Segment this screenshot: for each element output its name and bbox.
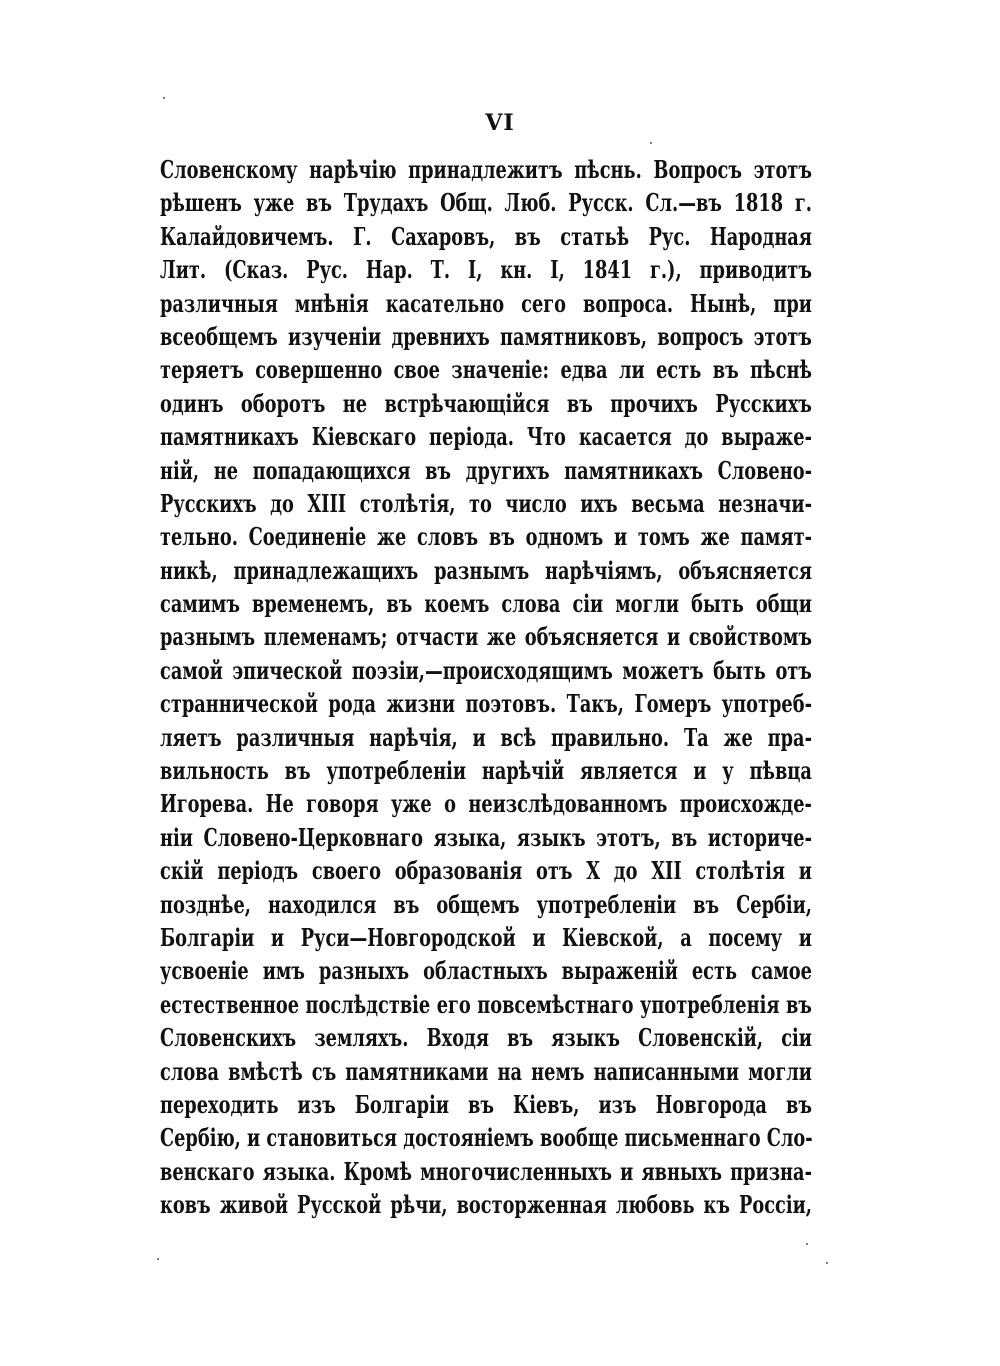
paper-speck [650, 142, 652, 144]
text-line: памятникахъ Кіевскаго періода. Что касается до выраже- [160, 422, 812, 452]
text-line: ляетъ различныя нарѣчія, и всѣ правильно. Та же пра- [160, 722, 812, 752]
text-line: позднѣе, находился въ общемъ употребленіи въ Сербіи, [160, 889, 812, 919]
text-line: ній, не попадающихся въ другихъ памятникахъ Словено- [160, 455, 812, 485]
text-line: Словенскому нарѣчію принадлежитъ пѣснь. Вопросъ этотъ [160, 155, 812, 184]
body-text [160, 153, 812, 1222]
text-line: Калайдовичемъ. Г. Сахаровъ, въ статьѣ Рус. Народная [160, 221, 812, 251]
text-line: теряетъ совершенно свое значеніе: едва ли есть въ пѣснѣ [160, 355, 812, 385]
text-line: Лит. (Сказ. Рус. Нар. Т. I, кн. I, 1841 г.), приводитъ [160, 255, 812, 285]
text-line: переходить изъ Болгаріи въ Кіевъ, изъ Новгорода въ [160, 1089, 812, 1119]
paper-speck [826, 1262, 828, 1264]
text-line: скій періодъ своего образованія отъ X до XII столѣтія и [160, 856, 812, 886]
text-line: Русскихъ до XIII столѣтія, то число ихъ весьма незначи- [160, 488, 812, 518]
text-line: Болгаріи и Руси—Новгородской и Кіевской, а посему и [160, 922, 812, 952]
text-line: вильность въ употребленіи нарѣчій является и у пѣвца [160, 756, 812, 786]
text-line: венскаго языка. Кромѣ многочисленныхъ и явныхъ призна- [160, 1156, 812, 1186]
text-line: страннической рода жизни поэтовъ. Такъ, Гомеръ употреб- [160, 689, 812, 719]
text-line: усвоеніе имъ разныхъ областныхъ выраженій есть самое [160, 956, 812, 986]
paper-speck [806, 1243, 808, 1245]
text-line: одинъ оборотъ не встрѣчающійся въ прочихъ Русскихъ [160, 388, 812, 418]
text-line: различныя мнѣнія касательно сего вопроса. Нынѣ, при [160, 288, 812, 318]
text-line: самимъ временемъ, въ коемъ слова сіи могли быть общи [160, 589, 812, 619]
page-number: VI [485, 110, 515, 136]
text-line: слова вмѣстѣ съ памятниками на немъ написанными могли [160, 1056, 812, 1086]
text-line: всеобщемъ изученіи древнихъ памятниковъ, вопросъ этотъ [160, 321, 812, 351]
text-line: естественное послѣдствіе его повсемѣстнаго употребленія въ [160, 989, 812, 1019]
text-line: Сербію, и становиться достояніемъ вообще письменнаго Сло- [160, 1123, 813, 1153]
text-line: ковъ живой Русской рѣчи, восторженная любовь къ Россіи, [160, 1190, 812, 1220]
text-line: рѣшенъ уже въ Трудахъ Общ. Люб. Русск. Сл.—въ 1818 г. [160, 188, 812, 218]
text-line: разнымъ племенамъ; отчасти же объясняется и свойствомъ [160, 622, 812, 652]
paper-speck [163, 97, 165, 99]
text-line: никѣ, принадлежащихъ разнымъ нарѣчіямъ, объясняется [160, 555, 812, 585]
text-line: самой эпической поэзіи,—происходящимъ можетъ быть отъ [160, 655, 812, 685]
text-line: ніи Словено-Церковнаго языка, языкъ этотъ, въ историче- [160, 822, 812, 852]
text-line: Словенскихъ земляхъ. Входя въ языкъ Словенскій, сіи [160, 1023, 812, 1053]
text-line: Игорева. Не говоря уже о неизслѣдованномъ происхожде- [160, 789, 812, 819]
text-line: тельно. Соединеніе же словъ въ одномъ и томъ же памят- [160, 522, 812, 552]
paper-speck [157, 1258, 159, 1260]
